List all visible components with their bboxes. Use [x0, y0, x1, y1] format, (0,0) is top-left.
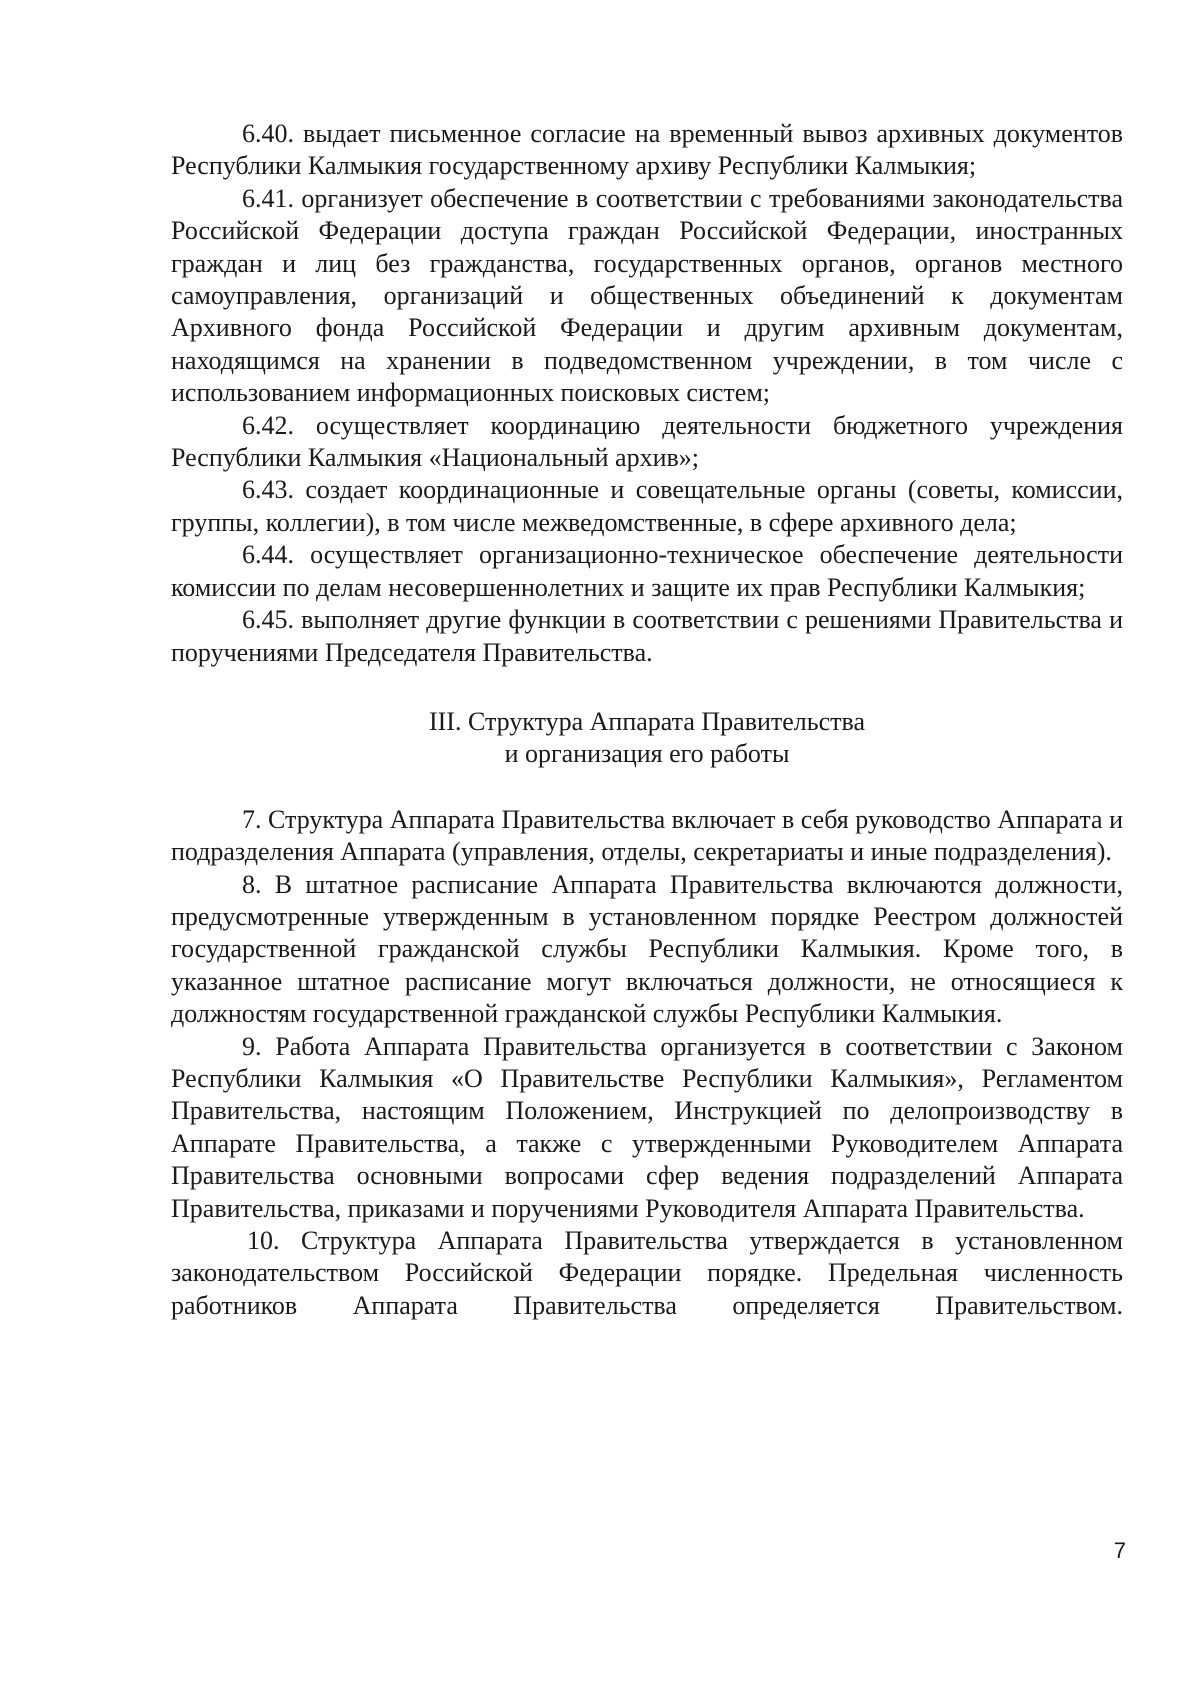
page-number: 7: [1113, 1538, 1126, 1563]
paragraph-10: 10. Структура Аппарата Правительства утверждается в установленном законодательством Российской Федерации порядке. Предельная численность работников Аппарата Правительства определяется Правительством.: [171, 1226, 1123, 1320]
paragraph-6-45: 6.45. выполняет другие функции в соответствии с решениями Правительства и поручениями Председателя Правительства.: [171, 605, 1123, 667]
paragraph-6-41: 6.41. организует обеспечение в соответствии с требованиями законодательства Российской Федерации доступа граждан Российской Федерации, иностранных граждан и лиц без гражданства, государственных органов, органов местного самоуправления, организаций и общественных объединений к документам Архивного фонда Российской Федерации и другим архивным документам, находящимся на хранении в подведомственном учреждении, в том числе с использованием информационных поисковых систем;: [171, 183, 1123, 408]
section-heading: [171, 706, 1123, 771]
paragraph-8: 8. В штатное расписание Аппарата Правительства включаются должности, предусмотренные утвержденным в установленном порядке Реестром должностей государственной гражданской службы Республики Калмыкия. Кроме того, в указанное штатное расписание могут включаться должности, не относящиеся к должностям государственной гражданской службы Республики Калмыкия.: [171, 869, 1123, 1029]
paragraph-9: 9. Работа Аппарата Правительства организуется в соответствии с Законом Республики Калмыкия «О Правительстве Республики Калмыкия», Регламентом Правительства, настоящим Положением, Инструкцией по делопроизводству в Аппарате Правительства, а также с утвержденными Руководителем Аппарата Правительства основными вопросами сфер ведения подразделений Аппарата Правительства, приказами и поручениями Руководителя Аппарата Правительства.: [171, 1031, 1123, 1223]
section-heading-line-2: и организация его работы: [504, 739, 790, 769]
paragraph-6-40: 6.40. выдает письменное согласие на временный вывоз архивных документов Республики Калмыкия государственному архиву Республики Калмыкия;: [171, 119, 1123, 181]
paragraph-7: 7. Структура Аппарата Правительства включает в себя руководство Аппарата и подразделения Аппарата (управления, отделы, секретариаты и иные подразделения).: [171, 804, 1123, 867]
paragraph-6-43: 6.43. создает координационные и совещательные органы (советы, комиссии, группы, коллегии), в том числе межведомственные, в сфере архивного дела;: [171, 475, 1123, 537]
paragraph-6-42: 6.42. осуществляет координацию деятельности бюджетного учреждения Республики Калмыкия «Национальный архив»;: [171, 410, 1123, 473]
document-body: [171, 118, 1123, 1322]
section-heading-line-1: III. Структура Аппарата Правительства: [428, 706, 865, 736]
paragraph-6-44: 6.44. осуществляет организационно-техническое обеспечение деятельности комиссии по делам несовершеннолетних и защите их прав Республики Калмыкия;: [171, 540, 1123, 602]
